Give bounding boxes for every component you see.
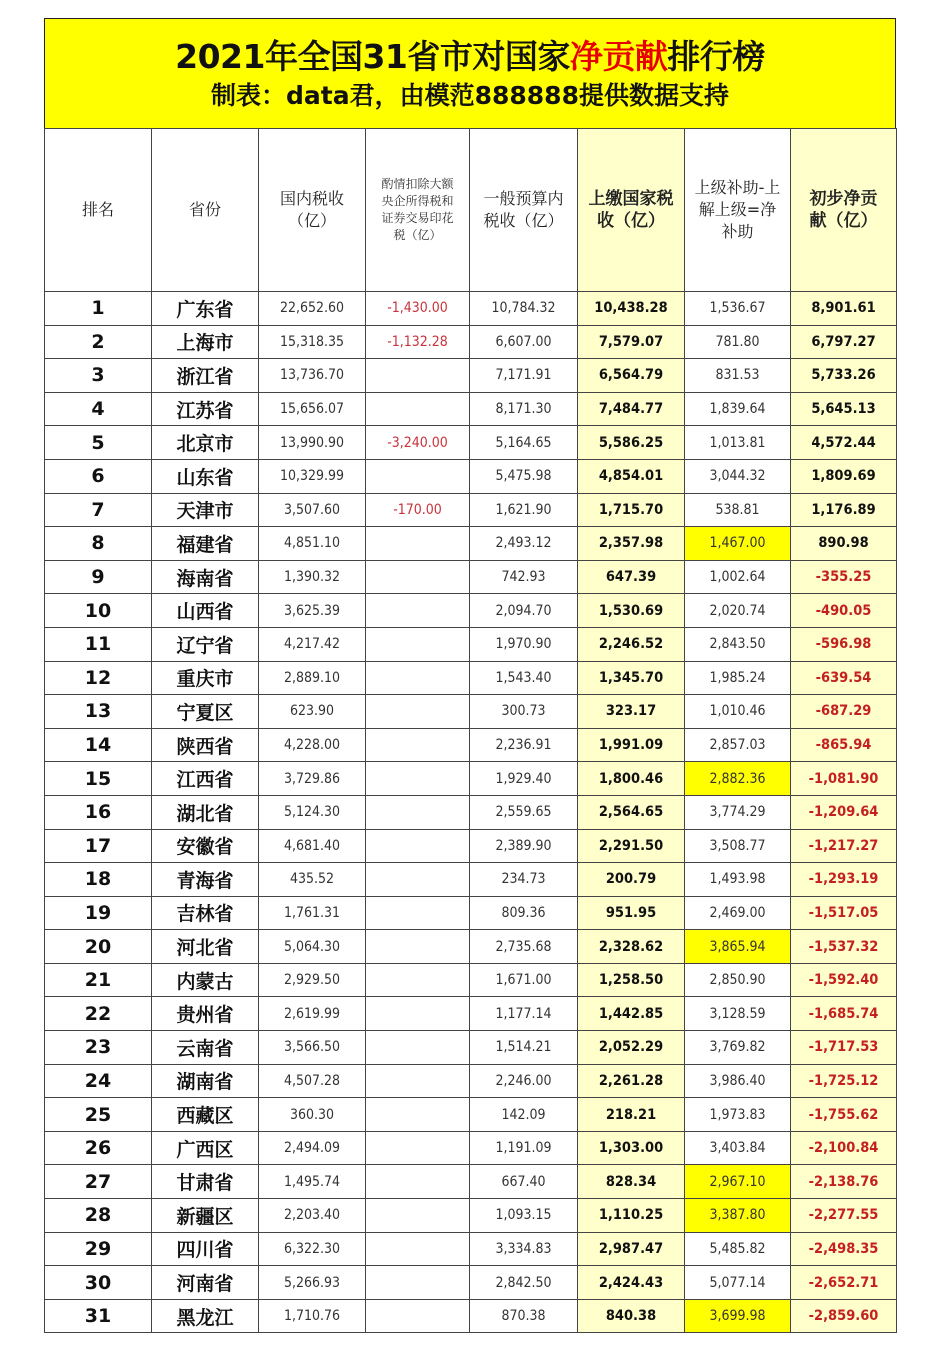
deduction-cell	[366, 896, 470, 930]
deduction-cell	[366, 930, 470, 964]
domestic-tax-cell: 5,266.93	[259, 1266, 366, 1300]
header-rank: 排名	[45, 129, 152, 292]
deduction-cell	[366, 560, 470, 594]
domestic-tax-cell: 2,494.09	[259, 1131, 366, 1165]
deduction-cell	[366, 527, 470, 561]
budget-revenue-cell: 1,621.90	[470, 493, 578, 527]
province-cell: 天津市	[152, 493, 259, 527]
subsidy-cell: 3,774.29	[685, 795, 791, 829]
rank-cell: 29	[45, 1232, 152, 1266]
table-row	[45, 1199, 897, 1233]
table-row	[45, 527, 897, 561]
subsidy-cell: 781.80	[685, 325, 791, 359]
province-cell: 山西省	[152, 594, 259, 628]
header-row	[45, 129, 897, 292]
net-contribution-cell: 1,176.89	[791, 493, 897, 527]
net-contribution-cell: -1,517.05	[791, 896, 897, 930]
rank-cell: 13	[45, 695, 152, 729]
budget-revenue-cell: 1,514.21	[470, 1031, 578, 1065]
rank-cell: 26	[45, 1131, 152, 1165]
rank-cell: 4	[45, 392, 152, 426]
table-row	[45, 762, 897, 796]
province-cell: 内蒙古	[152, 963, 259, 997]
budget-revenue-cell: 1,671.00	[470, 963, 578, 997]
subsidy-cell: 1,973.83	[685, 1098, 791, 1132]
domestic-tax-cell: 4,217.42	[259, 627, 366, 661]
remitted-cell: 10,438.28	[578, 292, 685, 326]
deduction-cell	[366, 1031, 470, 1065]
subsidy-cell: 2,020.74	[685, 594, 791, 628]
net-contribution-cell: -1,209.64	[791, 795, 897, 829]
subsidy-cell: 1,002.64	[685, 560, 791, 594]
rank-cell: 5	[45, 426, 152, 460]
subsidy-cell: 5,485.82	[685, 1232, 791, 1266]
title-suffix: 排行榜	[667, 37, 765, 76]
budget-revenue-cell: 2,493.12	[470, 527, 578, 561]
table-row	[45, 325, 897, 359]
subsidy-cell: 5,077.14	[685, 1266, 791, 1300]
header-budget-revenue: 一般预算内税收（亿）	[470, 129, 578, 292]
subsidy-cell: 1,839.64	[685, 392, 791, 426]
domestic-tax-cell: 5,124.30	[259, 795, 366, 829]
domestic-tax-cell: 1,761.31	[259, 896, 366, 930]
remitted-cell: 5,586.25	[578, 426, 685, 460]
province-cell: 浙江省	[152, 359, 259, 393]
province-cell: 安徽省	[152, 829, 259, 863]
province-cell: 贵州省	[152, 997, 259, 1031]
domestic-tax-cell: 2,889.10	[259, 661, 366, 695]
budget-revenue-cell: 1,191.09	[470, 1131, 578, 1165]
table-row	[45, 1165, 897, 1199]
net-contribution-cell: 4,572.44	[791, 426, 897, 460]
domestic-tax-cell: 1,710.76	[259, 1299, 366, 1333]
header-net-contribution: 初步净贡献（亿）	[791, 129, 897, 292]
domestic-tax-cell: 623.90	[259, 695, 366, 729]
province-cell: 吉林省	[152, 896, 259, 930]
deduction-cell	[366, 459, 470, 493]
remitted-cell: 2,328.62	[578, 930, 685, 964]
province-cell: 新疆区	[152, 1199, 259, 1233]
net-contribution-cell: -1,217.27	[791, 829, 897, 863]
subsidy-cell: 1,536.67	[685, 292, 791, 326]
remitted-cell: 1,530.69	[578, 594, 685, 628]
budget-revenue-cell: 5,164.65	[470, 426, 578, 460]
deduction-cell	[366, 1232, 470, 1266]
table-row	[45, 292, 897, 326]
budget-revenue-cell: 6,607.00	[470, 325, 578, 359]
table-row	[45, 594, 897, 628]
table-row	[45, 1266, 897, 1300]
table-row	[45, 359, 897, 393]
net-contribution-cell: -2,498.35	[791, 1232, 897, 1266]
remitted-cell: 323.17	[578, 695, 685, 729]
deduction-cell	[366, 1098, 470, 1132]
budget-revenue-cell: 5,475.98	[470, 459, 578, 493]
budget-revenue-cell: 667.40	[470, 1165, 578, 1199]
table-row	[45, 426, 897, 460]
budget-revenue-cell: 870.38	[470, 1299, 578, 1333]
remitted-cell: 2,052.29	[578, 1031, 685, 1065]
budget-revenue-cell: 1,929.40	[470, 762, 578, 796]
budget-revenue-cell: 1,543.40	[470, 661, 578, 695]
rank-cell: 23	[45, 1031, 152, 1065]
domestic-tax-cell: 4,851.10	[259, 527, 366, 561]
budget-revenue-cell: 2,842.50	[470, 1266, 578, 1300]
budget-revenue-cell: 8,171.30	[470, 392, 578, 426]
deduction-cell	[366, 1199, 470, 1233]
rank-cell: 28	[45, 1199, 152, 1233]
remitted-cell: 828.34	[578, 1165, 685, 1199]
budget-revenue-cell: 2,559.65	[470, 795, 578, 829]
deduction-cell	[366, 762, 470, 796]
rank-cell: 21	[45, 963, 152, 997]
subsidy-cell: 3,044.32	[685, 459, 791, 493]
deduction-cell	[366, 1266, 470, 1300]
remitted-cell: 2,291.50	[578, 829, 685, 863]
domestic-tax-cell: 13,990.90	[259, 426, 366, 460]
domestic-tax-cell: 3,566.50	[259, 1031, 366, 1065]
rank-cell: 3	[45, 359, 152, 393]
domestic-tax-cell: 435.52	[259, 863, 366, 897]
net-contribution-cell: -2,138.76	[791, 1165, 897, 1199]
header-remitted: 上缴国家税收（亿）	[578, 129, 685, 292]
net-contribution-cell: 5,733.26	[791, 359, 897, 393]
province-cell: 河南省	[152, 1266, 259, 1300]
province-cell: 甘肃省	[152, 1165, 259, 1199]
subsidy-cell: 2,469.00	[685, 896, 791, 930]
ranking-sheet	[44, 18, 896, 1333]
table-row	[45, 1031, 897, 1065]
province-cell: 黑龙江	[152, 1299, 259, 1333]
net-contribution-cell: -687.29	[791, 695, 897, 729]
page-subtitle: 制表：data君，由模范888888提供数据支持	[211, 81, 729, 110]
net-contribution-cell: -1,725.12	[791, 1064, 897, 1098]
rank-cell: 18	[45, 863, 152, 897]
deduction-cell	[366, 997, 470, 1031]
domestic-tax-cell: 2,203.40	[259, 1199, 366, 1233]
domestic-tax-cell: 4,507.28	[259, 1064, 366, 1098]
remitted-cell: 1,110.25	[578, 1199, 685, 1233]
domestic-tax-cell: 10,329.99	[259, 459, 366, 493]
province-cell: 云南省	[152, 1031, 259, 1065]
remitted-cell: 2,564.65	[578, 795, 685, 829]
net-contribution-cell: -639.54	[791, 661, 897, 695]
rank-cell: 11	[45, 627, 152, 661]
subsidy-cell: 3,769.82	[685, 1031, 791, 1065]
remitted-cell: 200.79	[578, 863, 685, 897]
deduction-cell	[366, 963, 470, 997]
subsidy-cell: 3,387.80	[685, 1199, 791, 1233]
budget-revenue-cell: 809.36	[470, 896, 578, 930]
net-contribution-cell: 1,809.69	[791, 459, 897, 493]
net-contribution-cell: -1,685.74	[791, 997, 897, 1031]
subsidy-cell: 3,128.59	[685, 997, 791, 1031]
deduction-cell	[366, 661, 470, 695]
budget-revenue-cell: 2,094.70	[470, 594, 578, 628]
deduction-cell	[366, 1299, 470, 1333]
net-contribution-cell: 890.98	[791, 527, 897, 561]
table-row	[45, 963, 897, 997]
remitted-cell: 4,854.01	[578, 459, 685, 493]
deduction-cell	[366, 728, 470, 762]
domestic-tax-cell: 1,390.32	[259, 560, 366, 594]
province-cell: 重庆市	[152, 661, 259, 695]
net-contribution-cell: -596.98	[791, 627, 897, 661]
subsidy-cell: 1,013.81	[685, 426, 791, 460]
net-contribution-cell: 5,645.13	[791, 392, 897, 426]
rank-cell: 24	[45, 1064, 152, 1098]
province-cell: 辽宁省	[152, 627, 259, 661]
subsidy-cell: 2,882.36	[685, 762, 791, 796]
province-cell: 海南省	[152, 560, 259, 594]
net-contribution-cell: -1,717.53	[791, 1031, 897, 1065]
rank-cell: 9	[45, 560, 152, 594]
budget-revenue-cell: 742.93	[470, 560, 578, 594]
domestic-tax-cell: 15,656.07	[259, 392, 366, 426]
budget-revenue-cell: 142.09	[470, 1098, 578, 1132]
table-row	[45, 1064, 897, 1098]
header-deduction: 酌情扣除大额央企所得税和证券交易印花税（亿）	[366, 129, 470, 292]
remitted-cell: 218.21	[578, 1098, 685, 1132]
net-contribution-cell: -490.05	[791, 594, 897, 628]
remitted-cell: 2,424.43	[578, 1266, 685, 1300]
deduction-cell	[366, 695, 470, 729]
net-contribution-cell: -2,859.60	[791, 1299, 897, 1333]
remitted-cell: 951.95	[578, 896, 685, 930]
rank-cell: 20	[45, 930, 152, 964]
rank-cell: 22	[45, 997, 152, 1031]
rank-cell: 25	[45, 1098, 152, 1132]
table-row	[45, 695, 897, 729]
province-cell: 湖北省	[152, 795, 259, 829]
table-row	[45, 896, 897, 930]
rank-cell: 7	[45, 493, 152, 527]
rank-cell: 14	[45, 728, 152, 762]
domestic-tax-cell: 3,625.39	[259, 594, 366, 628]
province-cell: 山东省	[152, 459, 259, 493]
budget-revenue-cell: 2,389.90	[470, 829, 578, 863]
table-row	[45, 627, 897, 661]
table-row	[45, 392, 897, 426]
rank-cell: 17	[45, 829, 152, 863]
remitted-cell: 6,564.79	[578, 359, 685, 393]
remitted-cell: 1,345.70	[578, 661, 685, 695]
table-row	[45, 1299, 897, 1333]
subsidy-cell: 3,699.98	[685, 1299, 791, 1333]
subsidy-cell: 3,986.40	[685, 1064, 791, 1098]
table-row	[45, 829, 897, 863]
domestic-tax-cell: 22,652.60	[259, 292, 366, 326]
deduction-cell	[366, 1165, 470, 1199]
deduction-cell: -3,240.00	[366, 426, 470, 460]
table-row	[45, 1232, 897, 1266]
province-cell: 西藏区	[152, 1098, 259, 1132]
deduction-cell	[366, 1131, 470, 1165]
province-cell: 河北省	[152, 930, 259, 964]
subsidy-cell: 2,843.50	[685, 627, 791, 661]
rank-cell: 2	[45, 325, 152, 359]
province-cell: 四川省	[152, 1232, 259, 1266]
rank-cell: 19	[45, 896, 152, 930]
net-contribution-cell: 8,901.61	[791, 292, 897, 326]
province-cell: 福建省	[152, 527, 259, 561]
budget-revenue-cell: 10,784.32	[470, 292, 578, 326]
province-cell: 广西区	[152, 1131, 259, 1165]
header-subsidy: 上级补助-上解上级=净补助	[685, 129, 791, 292]
table-row	[45, 493, 897, 527]
domestic-tax-cell: 360.30	[259, 1098, 366, 1132]
budget-revenue-cell: 1,177.14	[470, 997, 578, 1031]
budget-revenue-cell: 7,171.91	[470, 359, 578, 393]
budget-revenue-cell: 1,093.15	[470, 1199, 578, 1233]
rank-cell: 30	[45, 1266, 152, 1300]
subsidy-cell: 2,850.90	[685, 963, 791, 997]
header-domestic-tax: 国内税收（亿）	[259, 129, 366, 292]
province-cell: 宁夏区	[152, 695, 259, 729]
rank-cell: 1	[45, 292, 152, 326]
net-contribution-cell: -1,537.32	[791, 930, 897, 964]
domestic-tax-cell: 3,729.86	[259, 762, 366, 796]
table-row	[45, 997, 897, 1031]
domestic-tax-cell: 2,619.99	[259, 997, 366, 1031]
domestic-tax-cell: 5,064.30	[259, 930, 366, 964]
deduction-cell	[366, 359, 470, 393]
deduction-cell: -1,132.28	[366, 325, 470, 359]
ranking-table	[44, 128, 897, 1333]
province-cell: 上海市	[152, 325, 259, 359]
domestic-tax-cell: 1,495.74	[259, 1165, 366, 1199]
table-row	[45, 795, 897, 829]
domestic-tax-cell: 4,228.00	[259, 728, 366, 762]
title-highlight: 净贡献	[569, 37, 668, 76]
budget-revenue-cell: 2,236.91	[470, 728, 578, 762]
net-contribution-cell: -865.94	[791, 728, 897, 762]
table-row	[45, 560, 897, 594]
budget-revenue-cell: 3,334.83	[470, 1232, 578, 1266]
net-contribution-cell: -2,100.84	[791, 1131, 897, 1165]
subsidy-cell: 1,467.00	[685, 527, 791, 561]
rank-cell: 15	[45, 762, 152, 796]
net-contribution-cell: -1,755.62	[791, 1098, 897, 1132]
province-cell: 江苏省	[152, 392, 259, 426]
domestic-tax-cell: 6,322.30	[259, 1232, 366, 1266]
province-cell: 北京市	[152, 426, 259, 460]
subsidy-cell: 831.53	[685, 359, 791, 393]
deduction-cell	[366, 863, 470, 897]
table-row	[45, 661, 897, 695]
budget-revenue-cell: 2,246.00	[470, 1064, 578, 1098]
domestic-tax-cell: 13,736.70	[259, 359, 366, 393]
domestic-tax-cell: 4,681.40	[259, 829, 366, 863]
remitted-cell: 2,987.47	[578, 1232, 685, 1266]
remitted-cell: 7,484.77	[578, 392, 685, 426]
remitted-cell: 1,303.00	[578, 1131, 685, 1165]
domestic-tax-cell: 2,929.50	[259, 963, 366, 997]
rank-cell: 27	[45, 1165, 152, 1199]
deduction-cell	[366, 627, 470, 661]
remitted-cell: 1,991.09	[578, 728, 685, 762]
net-contribution-cell: 6,797.27	[791, 325, 897, 359]
budget-revenue-cell: 300.73	[470, 695, 578, 729]
table-row	[45, 728, 897, 762]
domestic-tax-cell: 15,318.35	[259, 325, 366, 359]
header-province: 省份	[152, 129, 259, 292]
subsidy-cell: 1,985.24	[685, 661, 791, 695]
deduction-cell	[366, 795, 470, 829]
rank-cell: 6	[45, 459, 152, 493]
budget-revenue-cell: 2,735.68	[470, 930, 578, 964]
remitted-cell: 840.38	[578, 1299, 685, 1333]
province-cell: 青海省	[152, 863, 259, 897]
subsidy-cell: 538.81	[685, 493, 791, 527]
subsidy-cell: 3,508.77	[685, 829, 791, 863]
province-cell: 陕西省	[152, 728, 259, 762]
subsidy-cell: 1,493.98	[685, 863, 791, 897]
rank-cell: 12	[45, 661, 152, 695]
deduction-cell	[366, 594, 470, 628]
subsidy-cell: 3,403.84	[685, 1131, 791, 1165]
subsidy-cell: 2,967.10	[685, 1165, 791, 1199]
net-contribution-cell: -1,081.90	[791, 762, 897, 796]
table-row	[45, 459, 897, 493]
remitted-cell: 2,261.28	[578, 1064, 685, 1098]
subsidy-cell: 1,010.46	[685, 695, 791, 729]
deduction-cell: -170.00	[366, 493, 470, 527]
budget-revenue-cell: 1,970.90	[470, 627, 578, 661]
net-contribution-cell: -2,277.55	[791, 1199, 897, 1233]
table-row	[45, 863, 897, 897]
title-prefix: 2021年全国31省市对国家	[175, 37, 570, 76]
rank-cell: 10	[45, 594, 152, 628]
remitted-cell: 1,715.70	[578, 493, 685, 527]
domestic-tax-cell: 3,507.60	[259, 493, 366, 527]
title-banner	[44, 18, 896, 128]
remitted-cell: 647.39	[578, 560, 685, 594]
net-contribution-cell: -1,293.19	[791, 863, 897, 897]
table-row	[45, 1131, 897, 1165]
remitted-cell: 1,442.85	[578, 997, 685, 1031]
net-contribution-cell: -1,592.40	[791, 963, 897, 997]
table-row	[45, 1098, 897, 1132]
remitted-cell: 7,579.07	[578, 325, 685, 359]
province-cell: 江西省	[152, 762, 259, 796]
remitted-cell: 2,357.98	[578, 527, 685, 561]
subsidy-cell: 2,857.03	[685, 728, 791, 762]
table-row	[45, 930, 897, 964]
remitted-cell: 1,800.46	[578, 762, 685, 796]
rank-cell: 16	[45, 795, 152, 829]
province-cell: 湖南省	[152, 1064, 259, 1098]
deduction-cell: -1,430.00	[366, 292, 470, 326]
budget-revenue-cell: 234.73	[470, 863, 578, 897]
deduction-cell	[366, 1064, 470, 1098]
province-cell: 广东省	[152, 292, 259, 326]
net-contribution-cell: -355.25	[791, 560, 897, 594]
rank-cell: 8	[45, 527, 152, 561]
rank-cell: 31	[45, 1299, 152, 1333]
page-title	[45, 19, 895, 77]
net-contribution-cell: -2,652.71	[791, 1266, 897, 1300]
deduction-cell	[366, 392, 470, 426]
deduction-cell	[366, 829, 470, 863]
subsidy-cell: 3,865.94	[685, 930, 791, 964]
remitted-cell: 1,258.50	[578, 963, 685, 997]
remitted-cell: 2,246.52	[578, 627, 685, 661]
